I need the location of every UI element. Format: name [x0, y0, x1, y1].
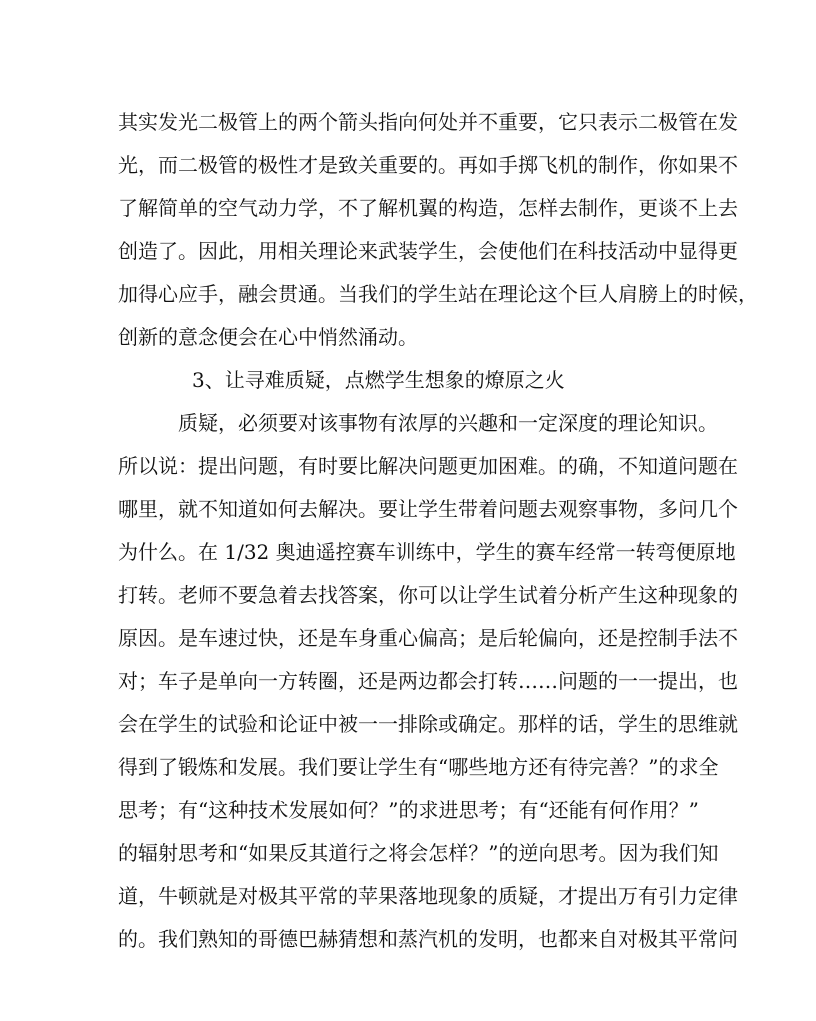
paragraph-line: 所以说：提出问题，有时要比解决问题更加困难。的确，不知道问题在 — [118, 454, 738, 478]
paragraph-line: 创造了。因此，用相关理论来武装学生，会使他们在科技活动中显得更 — [118, 239, 738, 263]
paragraph-line: 得到了锻炼和发展。我们要让学生有“哪些地方还有待完善？”的求全 — [118, 755, 719, 779]
paragraph-line: 质疑，必须要对该事物有浓厚的兴趣和一定深度的理论知识。 — [178, 411, 718, 435]
section-heading: 3、让寻难质疑，点燃学生想象的燎原之火 — [192, 368, 565, 392]
paragraph-line: 为什么。在 1/32 奥迪遥控赛车训练中，学生的赛车经常一转弯便原地 — [118, 540, 736, 564]
paragraph-line: 的。我们熟知的哥德巴赫猜想和蒸汽机的发明，也都来自对极其平常问 — [118, 927, 738, 951]
paragraph-line: 原因。是车速过快，还是车身重心偏高；是后轮偏向，还是控制手法不 — [118, 626, 738, 650]
paragraph-line: 其实发光二极管上的两个箭头指向何处并不重要，它只表示二极管在发 — [118, 110, 738, 134]
paragraph-line: 道，牛顿就是对极其平常的苹果落地现象的质疑，才提出万有引力定律 — [118, 884, 738, 908]
paragraph-line: 会在学生的试验和论证中被一一排除或确定。那样的话，学生的思维就 — [118, 712, 738, 736]
paragraph-line: 光，而二极管的极性才是致关重要的。再如手掷飞机的制作，你如果不 — [118, 153, 738, 177]
paragraph-line: 对；车子是单向一方转圈，还是两边都会打转……问题的一一提出，也 — [118, 669, 738, 693]
paragraph-line: 加得心应手，融会贯通。当我们的学生站在理论这个巨人肩膀上的时候， — [118, 282, 758, 306]
paragraph-line: 打转。老师不要急着去找答案，你可以让学生试着分析产生这种现象的 — [118, 583, 738, 607]
paragraph-line: 创新的意念便会在心中悄然涌动。 — [118, 325, 418, 349]
paragraph-line: 了解简单的空气动力学，不了解机翼的构造，怎样去制作，更谈不上去 — [118, 196, 738, 220]
paragraph-line: 的辐射思考和“如果反其道行之将会怎样？”的逆向思考。因为我们知 — [118, 841, 719, 865]
paragraph-line: 哪里，就不知道如何去解决。要让学生带着问题去观察事物，多问几个 — [118, 497, 738, 521]
paragraph-line: 思考；有“这种技术发展如何？”的求进思考；有“还能有何作用？” — [118, 798, 699, 822]
